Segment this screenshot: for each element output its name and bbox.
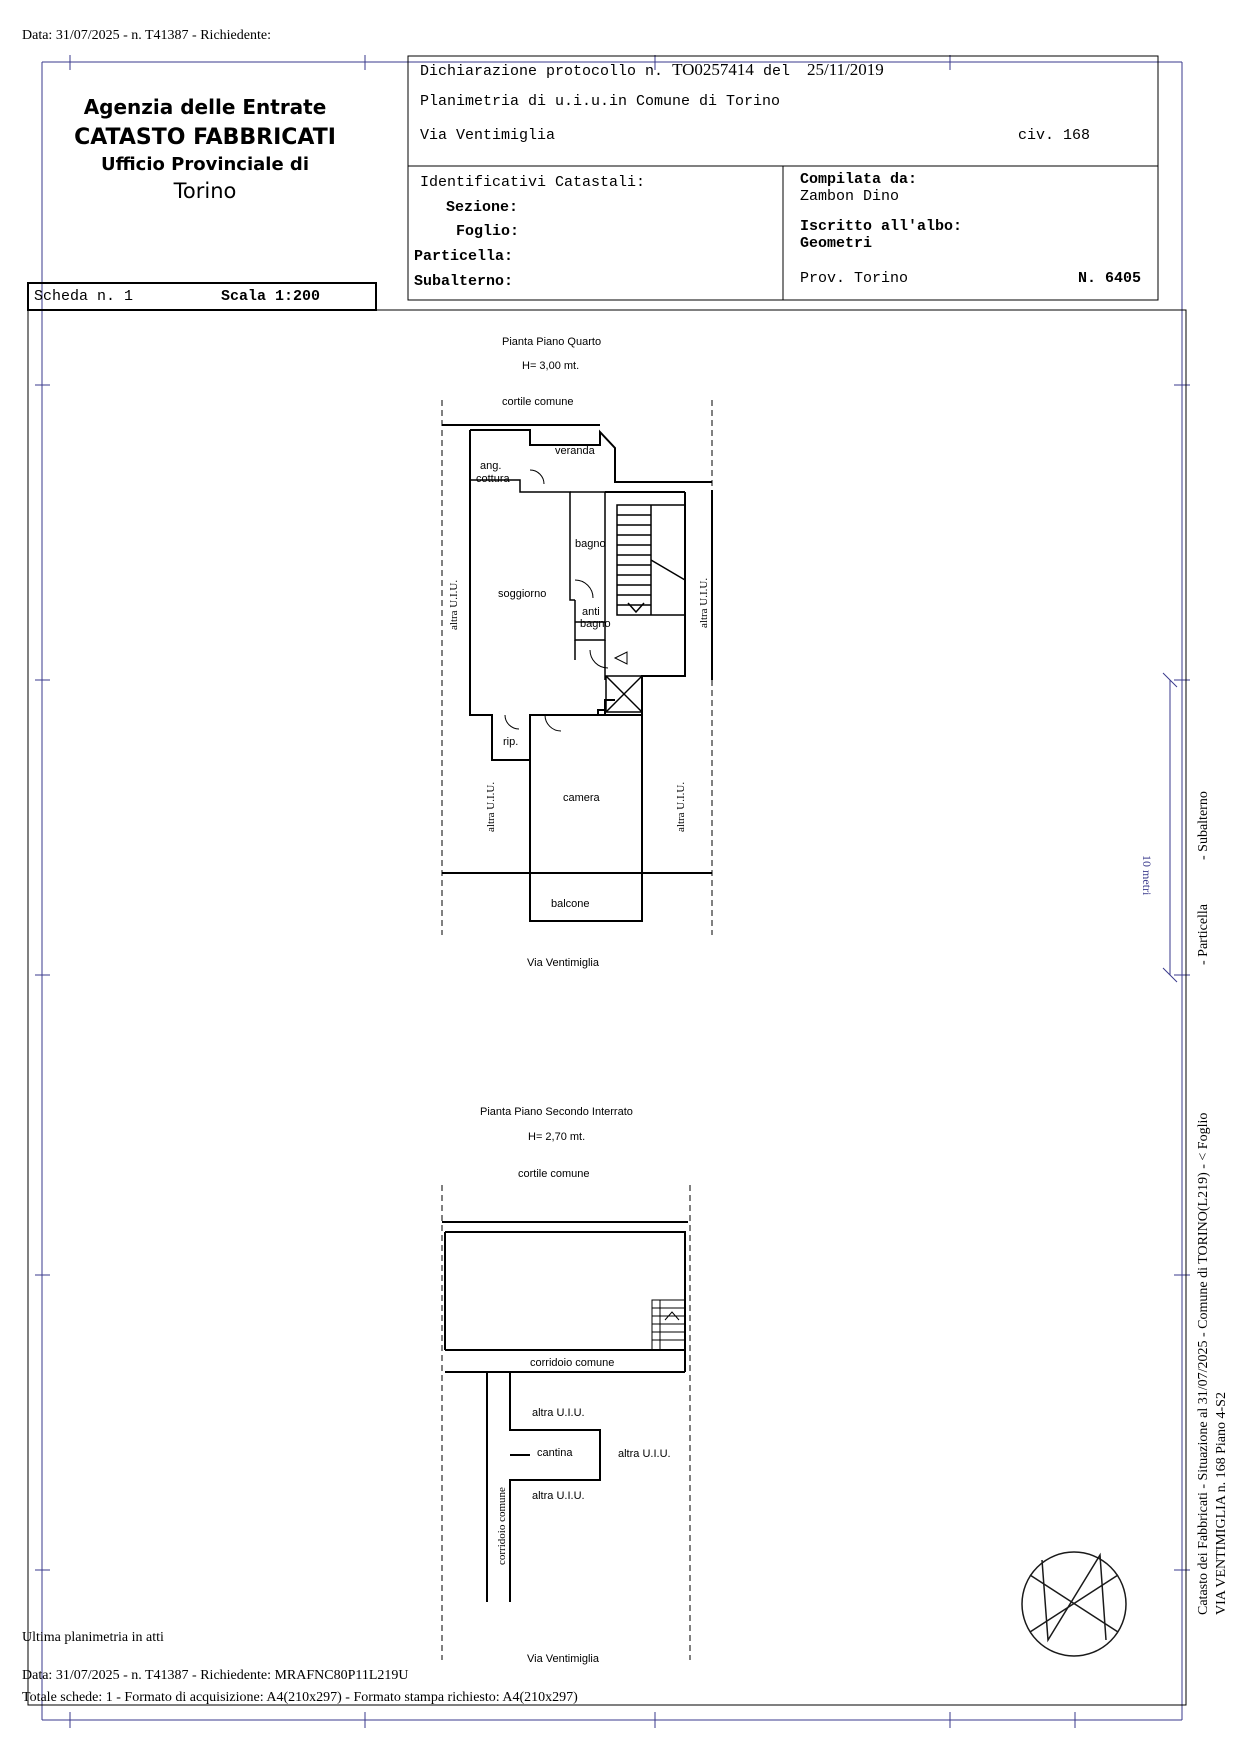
agency-block — [40, 95, 370, 203]
kitchen-label-2: cottura — [476, 473, 510, 485]
foglio-label: Foglio: — [456, 223, 520, 240]
ufficio-label: Ufficio Provinciale di — [100, 154, 309, 175]
kitchen-label-1: ang. — [480, 460, 502, 472]
decl-number: TO0257414 — [672, 60, 754, 79]
civic-number: civ. 168 — [1018, 127, 1091, 144]
other-unit-right-top: altra U.I.U. — [698, 577, 710, 628]
province-label: Prov. Torino — [800, 270, 909, 287]
iscritto-label: Iscritto all'albo: — [800, 218, 963, 235]
other-unit-left-bottom: altra U.I.U. — [485, 781, 497, 832]
antibagno-label-1: anti — [582, 606, 600, 618]
iscritto-value: Geometri — [800, 235, 873, 252]
sheet-frame — [28, 56, 1186, 1705]
agency-name: Agenzia delle Entrate — [83, 95, 327, 119]
footer-totale-line: Totale schede: 1 - Formato di acquisizione: A4(210x297) - Formato stampa richiesto: A4(210x297) — [22, 1690, 578, 1705]
balcony-label: balcone — [551, 898, 590, 910]
bathroom-label: bagno — [575, 538, 606, 550]
street-line: Via Ventimiglia — [420, 127, 556, 144]
antibagno-label-2: bagno — [580, 618, 611, 630]
scale-label: Scala 1:200 — [221, 288, 321, 305]
other-unit-bottom-label: altra U.I.U. — [532, 1490, 585, 1502]
decl-label: Dichiarazione protocollo n. — [420, 63, 664, 80]
compilata-label: Compilata da: — [800, 171, 918, 188]
footer-data-line: Data: 31/07/2025 - n. T41387 - Richiedente: MRAFNC80P11L219U — [22, 1668, 409, 1683]
decl-del: del — [762, 63, 790, 80]
living-room-label: soggiorno — [498, 588, 547, 600]
veranda-label: veranda — [555, 445, 595, 457]
north-arrow-stamp — [1022, 1552, 1126, 1656]
side-particella-text: - Particella — [1196, 903, 1211, 965]
cellar-label: cantina — [537, 1447, 573, 1459]
other-unit-top-label: altra U.I.U. — [532, 1407, 585, 1419]
planimetria-line: Planimetria di u.i.u.in Comune di Torino — [420, 93, 781, 110]
side-address-text: VIA VENTIMIGLIA n. 168 Piano 4-S2 — [1214, 1392, 1229, 1615]
lower-plan-height: H= 2,70 mt. — [528, 1131, 586, 1143]
particella-label: Particella: — [414, 248, 514, 265]
scheda-label: Scheda n. 1 — [34, 288, 134, 305]
lower-courtyard-label: cortile comune — [518, 1168, 590, 1180]
catasto-title: CATASTO FABBRICATI — [74, 125, 336, 150]
compilata-name: Zambon Dino — [800, 188, 900, 205]
upper-courtyard-label: cortile comune — [502, 396, 574, 408]
other-unit-right-label: altra U.I.U. — [618, 1448, 671, 1460]
ufficio-city: Torino — [173, 179, 237, 203]
registration-number: N. 6405 — [1078, 270, 1142, 287]
last-plan-note: Ultima planimetria in atti — [22, 1630, 164, 1645]
declaration-line — [420, 60, 884, 80]
lower-floorplan — [442, 1185, 690, 1660]
common-corridor-label: corridoio comune — [530, 1357, 615, 1369]
scale-bar-label: 10 metri — [1140, 855, 1154, 896]
storage-label: rip. — [503, 736, 519, 748]
upper-plan-title: Pianta Piano Quarto — [502, 336, 602, 348]
bedroom-label: camera — [563, 792, 600, 804]
side-subalterno-text: - Subalterno — [1196, 791, 1211, 860]
lower-plan-title: Pianta Piano Secondo Interrato — [480, 1106, 633, 1118]
decl-date: 25/11/2019 — [806, 60, 884, 79]
other-unit-left-top: altra U.I.U. — [448, 579, 460, 630]
outer-frame — [35, 55, 1190, 1728]
sezione-label: Sezione: — [446, 199, 519, 216]
other-unit-right-bottom: altra U.I.U. — [675, 781, 687, 832]
common-corridor-vertical-label: corridoio comune — [496, 1487, 508, 1565]
lower-street-label: Via Ventimiglia — [527, 1653, 599, 1665]
upper-street-label: Via Ventimiglia — [527, 957, 599, 969]
top-info-line: Data: 31/07/2025 - n. T41387 - Richiedente: — [22, 28, 271, 43]
subalterno-label: Subalterno: — [414, 273, 514, 290]
upper-plan-height: H= 3,00 mt. — [522, 360, 580, 372]
side-situation-text: Catasto dei Fabbricati - Situazione al 31/07/2025 - Comune di TORINO(L219) - < Foglio — [1196, 1112, 1211, 1615]
identificativi-label: Identificativi Catastali: — [420, 174, 646, 191]
